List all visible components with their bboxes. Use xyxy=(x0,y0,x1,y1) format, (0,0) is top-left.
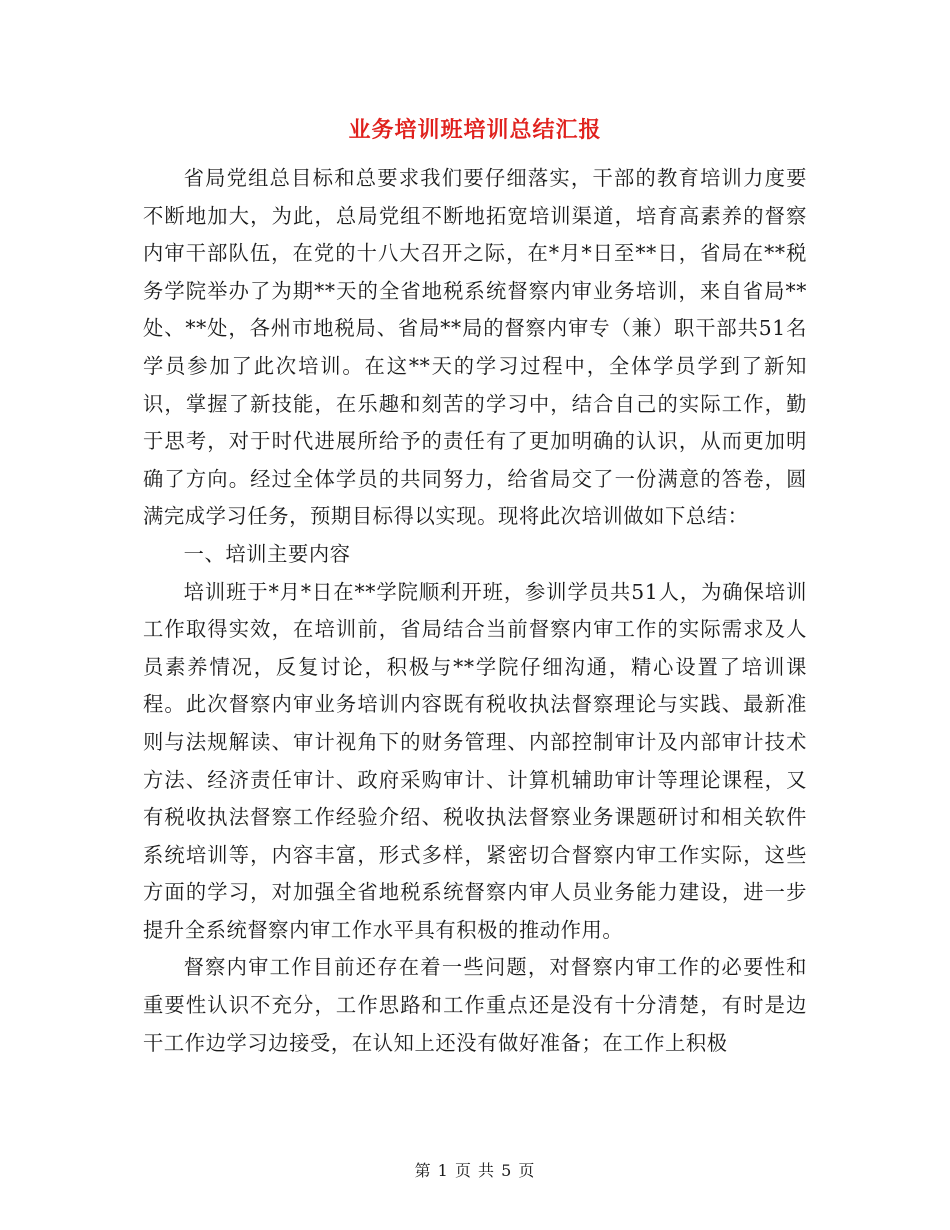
document-title: 业务培训班培训总结汇报 xyxy=(348,118,602,143)
page-number-label: 第 1 页 共 5 页 xyxy=(414,1161,536,1180)
section-heading-training-content: 一、培训主要内容 xyxy=(183,541,351,566)
paragraph-training-content: 培训班于*月*日在**学院顺利开班，参训学员共51人，为确保培训工作取得实效，在培训前，省局结合当前督察内审工作的实际需求及人员素养情况，反复讨论，积极与**学院仔细沟通，精心设置了培训课程。此次督察内审业务培训内容既有税收执法督察理论与实践、最新准则与法规解读、审计视角下的财务管理、内部控制审计及内部审计技术方法、经济责任审计、政府采购审计、计算机辅助审计等理论课程，又有税收执法督察工作经验介绍、税收执法督察业务课题研讨和相关软件系统培训等，内容丰富，形式多样，紧密切合督察内审工作实际，这些方面的学习，对加强全省地税系统督察内审人员业务能力建设，进一步提升全系统督察内审工作水平具有积极的推动作用。 xyxy=(143,579,807,942)
page-footer xyxy=(0,1158,950,1181)
paragraph-intro: 省局党组总目标和总要求我们要仔细落实，干部的教育培训力度要不断地加大，为此，总局党组不断地拓宽培训渠道，培育高素养的督察内审干部队伍，在党的十八大召开之际，在*月*日至**日，省局在**税务学院举办了为期**天的全省地税系统督察内审业务培训，来自省局**处、**处，各州市地税局、省局**局的督察内审专（兼）职干部共51名学员参加了此次培训。在这**天的学习过程中，全体学员学到了新知识，掌握了新技能，在乐趣和刻苦的学习中，结合自己的实际工作，勤于思考，对于时代进展所给予的责任有了更加明确的认识，从而更加明确了方向。经过全体学员的共同努力，给省局交了一份满意的答卷，圆满完成学习任务，预期目标得以实现。现将此次培训做如下总结： xyxy=(143,166,807,529)
paragraph-problems: 督察内审工作目前还存在着一些问题，对督察内审工作的必要性和重要性认识不充分，工作思路和工作重点还是没有十分清楚，有时是边干工作边学习边接受，在认知上还没有做好准备；在工作上积极 xyxy=(143,955,807,1055)
document-body xyxy=(143,160,807,1062)
